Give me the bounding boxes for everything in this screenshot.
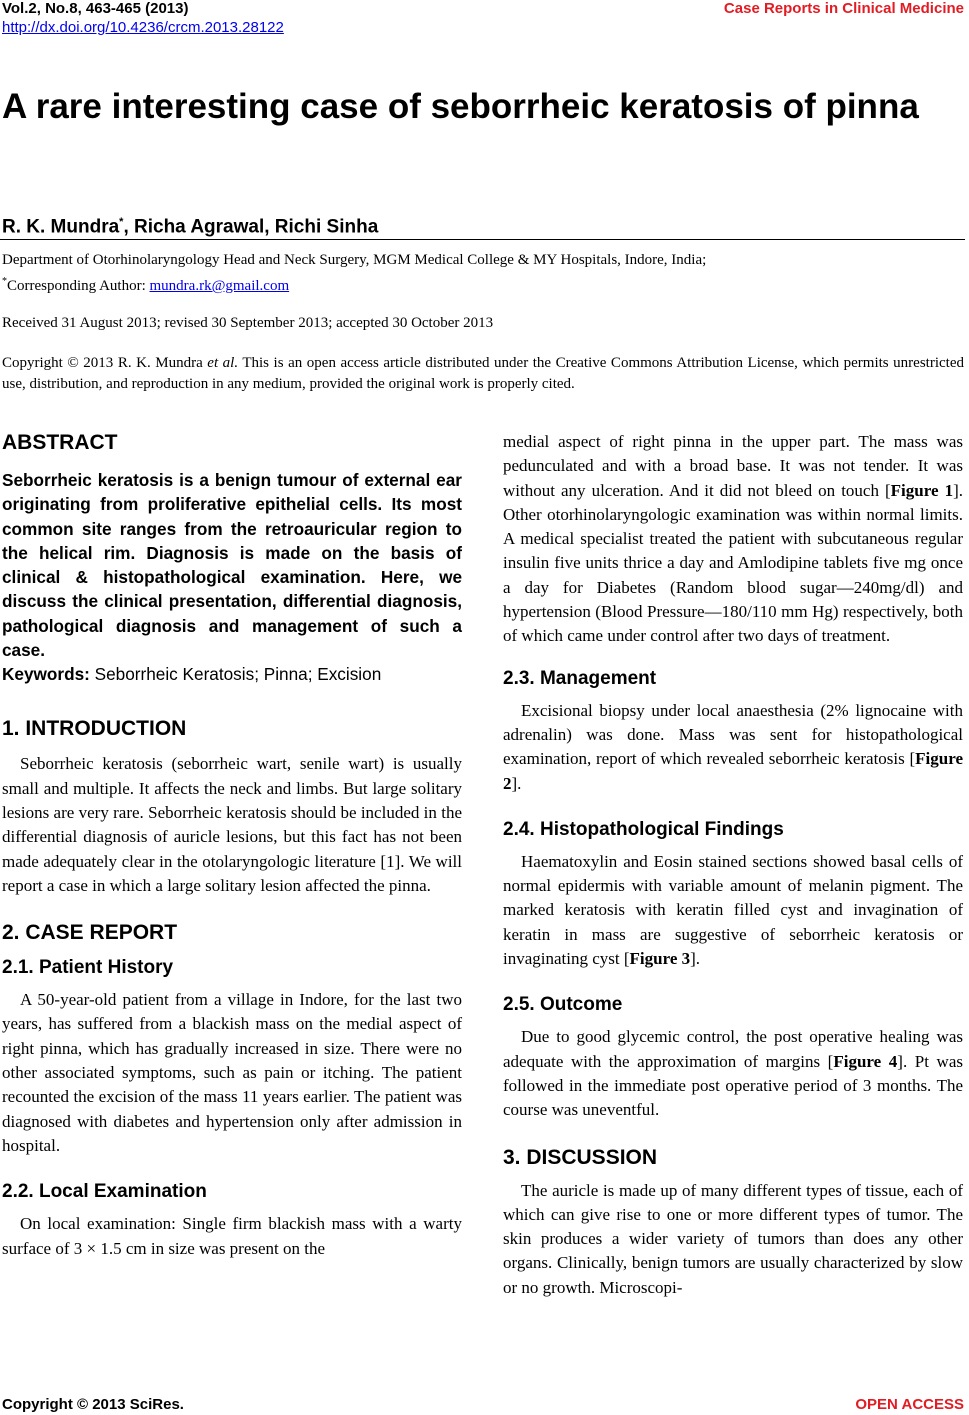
local-examination-text: On local examination: Single firm blackish mass with a warty surface of 3 × 1.5 cm in size was present on the: [2, 1214, 462, 1258]
case-report-heading: 2. CASE REPORT: [2, 921, 178, 945]
corresponding-mark-2: *: [2, 276, 7, 287]
corresponding-author: [2, 271, 964, 297]
histopathology-text: [503, 850, 963, 971]
abstract-text: Seborrheic keratosis is a benign tumour of external ear originating from proliferative epithelial cells. Its most common site ranges from the retroauricular region to the helical rim. Diagnosis is made on the basis of clinical & histopathological examination. Here, we discuss the clinical presentation, differential diagnosis, pathological diagnosis and management of such a case.: [2, 470, 462, 661]
introduction-heading: 1. INTRODUCTION: [2, 717, 187, 741]
outcome-heading: 2.5. Outcome: [503, 994, 623, 1016]
patient-history-heading: 2.1. Patient History: [2, 957, 174, 979]
figure-3-ref[interactable]: Figure 3: [629, 949, 691, 969]
author-list: [2, 210, 378, 239]
management-text: [503, 699, 963, 796]
local-continued-a: medial aspect of right pinna in the upper part. The mass was pedunculated and with a broad base. It was not tender. It was without any ulceration. And it did not bleed on touch [: [503, 432, 963, 500]
outcome-text-a: Due to good glycemic control, the post operative healing was adequate with the approximation of margins [: [503, 1027, 963, 1071]
author-email-link[interactable]: mundra.rk@gmail.com: [149, 278, 290, 294]
keywords: [2, 662, 462, 686]
abstract-heading: ABSTRACT: [2, 431, 118, 454]
article-dates: Received 31 August 2013; revised 30 September 2013; accepted 30 October 2013: [2, 315, 494, 331]
discussion-heading: 3. DISCUSSION: [503, 1145, 658, 1169]
patient-history-text: A 50-year-old patient from a village in Indore, for the last two years, has suffered from a blackish mass on the medial aspect of right pinna, which has gradually increased in size. There were no other associated symptoms, such as pain or itching. The patient recounted the excision of the mass 11 years earlier. The patient was diagnosed with diabetes and hypertension only after admission in hospital.: [2, 990, 462, 1155]
histopathology-heading: 2.4. Histopathological Findings: [503, 818, 784, 840]
introduction-text: Seborrheic keratosis (seborrheic wart, senile wart) is usually small and multiple. It affects the neck and limbs. But large solitary lesions are very rare. Seborrheic keratosis should be included in the differential diagnosis of auricle lesions, but this fact has not been made adequately clear in the otolaryngologic literature [1]. We will report a case in which a large solitary lesion affected the pinna.: [2, 754, 462, 895]
local-continued-b: ]. Other otorhinolaryngologic examination was within normal limits. A medical specialist treated the patient with subcutaneous regular insulin five units thrice a day and Amlodipine tablets five mg once a day for Diabetes (Random blood sugar—240mg/dl) and hypertension (Blood Pressure—180/110 mm Hg) respectively, both of which came under control after two days of treatment.: [503, 480, 963, 646]
author-others: , Richa Agrawal, Richi Sinha: [123, 216, 379, 238]
management-text-a: Excisional biopsy under local anaesthesia (2% lignocaine with adrenalin) was done. Mass was sent for histopathological examination, report of which revealed seborrheic keratosis [: [503, 700, 963, 769]
author-primary: R. K. Mundra: [2, 216, 120, 238]
corresponding-mark: *: [119, 216, 124, 228]
histopathology-text-a: Haematoxylin and Eosin stained sections showed basal cells of normal epidermis with variable amount of melanin pigment. The marked keratosis with keratin filled cyst and invagination of keratin in mass are suggestive of seborrheic keratosis or invaginating cyst [: [503, 851, 963, 969]
corresponding-label: Corresponding Author:: [7, 278, 150, 294]
discussion-text: The auricle is made up of many different types of tissue, each of which can give rise to one or more different types of tumor. The skin produces a wider variety of tumors than does any other organs. Clinically, benign tumors are usually characterized by slow or no growth. Microscopi-: [503, 1180, 963, 1297]
outcome-text: [503, 1025, 963, 1122]
journal-volume: Vol.2, No.8, 463-465 (2013): [2, 0, 189, 17]
doi-link[interactable]: http://dx.doi.org/10.4236/crcm.2013.28122: [2, 19, 284, 36]
left-column: [2, 430, 462, 1261]
management-text-b: ].: [511, 773, 522, 793]
figure-1-ref[interactable]: Figure 1: [890, 480, 954, 500]
article-title: A rare interesting case of seborrheic keratosis of pinna: [2, 87, 919, 126]
title-divider: [0, 239, 965, 240]
local-examination-continued: [503, 430, 963, 649]
keywords-list: Seborrheic Keratosis; Pinna; Excision: [89, 664, 382, 685]
histopathology-text-b: ].: [690, 949, 701, 969]
local-examination-heading: 2.2. Local Examination: [2, 1181, 207, 1203]
copyright-notice: [2, 353, 964, 395]
copyright-etal: et al.: [207, 355, 239, 371]
journal-name: Case Reports in Clinical Medicine: [723, 0, 964, 17]
right-column: [503, 430, 963, 1300]
open-access-label: OPEN ACCESS: [855, 1396, 964, 1413]
figure-4-ref[interactable]: Figure 4: [833, 1051, 898, 1071]
figure-2-ref[interactable]: Figure 2: [503, 749, 963, 793]
copyright-prefix: Copyright © 2013 R. K. Mundra: [2, 355, 208, 371]
copyright-suffix: This is an open access article distributed under the Creative Commons Attribution License, which permits unrestricted use, distribution, and reproduction in any medium, provided the original work is properly cited.: [2, 355, 964, 392]
footer-copyright: Copyright © 2013 SciRes.: [2, 1396, 184, 1413]
outcome-text-b: ]. Pt was followed in the immediate post operative period of 3 months. The course was uneventful.: [503, 1051, 963, 1120]
keywords-label: Keywords:: [2, 664, 90, 685]
affiliation: Department of Otorhinolaryngology Head and Neck Surgery, MGM Medical College & MY Hospitals, Indore, India;: [2, 252, 707, 268]
management-heading: 2.3. Management: [503, 667, 657, 689]
